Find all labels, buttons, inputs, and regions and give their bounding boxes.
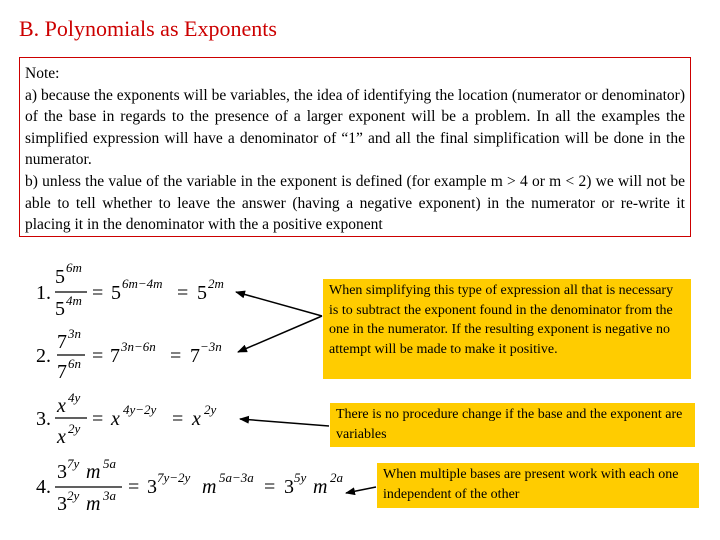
example-number: 2. xyxy=(36,345,51,367)
numerator-base-1: 3 xyxy=(57,461,67,483)
example-4 xyxy=(36,456,344,515)
step-exponent: 3n−6n xyxy=(121,339,156,354)
callout-multiple-bases: When multiple bases are present work with each one independent of the other xyxy=(377,463,699,508)
denominator-base-2: m xyxy=(86,493,101,515)
step-base: 5 xyxy=(111,282,121,304)
denominator-base: 7 xyxy=(57,361,67,383)
result-exponent: 2y xyxy=(204,402,217,417)
equals-sign: = xyxy=(264,476,276,498)
denominator-exponent: 6n xyxy=(68,356,81,371)
step-exponent-2: 5a−3a xyxy=(219,470,254,485)
result-base-1: 3 xyxy=(284,476,294,498)
step-base: x xyxy=(111,408,120,430)
numerator-base-2: m xyxy=(86,461,101,483)
result-exponent: −3n xyxy=(200,339,222,354)
numerator-exponent-1: 7y xyxy=(67,456,80,471)
result-base-2: m xyxy=(313,476,328,498)
equals-sign: = xyxy=(170,345,182,367)
result-base: x xyxy=(192,408,201,430)
denominator-base-1: 3 xyxy=(57,493,67,515)
step-exponent: 4y−2y xyxy=(123,402,157,417)
numerator-exponent: 3n xyxy=(68,326,81,341)
step-exponent: 6m−4m xyxy=(122,276,163,291)
page-title: B. Polynomials as Exponents xyxy=(19,16,277,41)
equals-sign: = xyxy=(177,282,189,304)
note-part-b: b) unless the value of the variable in the exponent is defined (for example m > 4 or m < 2) we will not be able to tell whether to leave the answer (having a negative exponent) in the numerator or re-write it placing it in the denominator with the a positive exponent xyxy=(25,172,685,234)
numerator-exponent-2: 5a xyxy=(103,456,116,471)
denominator-exponent: 2y xyxy=(68,421,81,436)
numerator-exponent: 6m xyxy=(66,260,82,275)
numerator-exponent: 4y xyxy=(68,390,81,405)
denominator-exponent-2: 3a xyxy=(103,488,116,503)
result-base: 5 xyxy=(197,282,207,304)
denominator-base: 5 xyxy=(55,298,65,320)
note-heading: Note: xyxy=(25,65,60,82)
arrow-to-example-3 xyxy=(240,419,329,426)
denominator-base: x xyxy=(57,426,66,448)
arrow-to-example-4 xyxy=(346,487,376,493)
equals-sign: = xyxy=(92,282,104,304)
example-3 xyxy=(36,390,217,448)
step-exponent-1: 7y−2y xyxy=(157,470,191,485)
step-base-2: m xyxy=(202,476,217,498)
equals-sign: = xyxy=(128,476,140,498)
equals-sign: = xyxy=(92,408,104,430)
result-exponent: 2m xyxy=(208,276,224,291)
equals-sign: = xyxy=(92,345,104,367)
numerator-base: 5 xyxy=(55,266,65,288)
callout-subtract-exponents: When simplifying this type of expression all that is necessary is to subtract the exponent found in the denominator from the one in the numerator. If the resulting exponent is negative no attempt will be made to make it positive. xyxy=(323,279,691,379)
denominator-exponent-1: 2y xyxy=(67,488,80,503)
example-number: 4. xyxy=(36,476,51,498)
denominator-exponent: 4m xyxy=(66,293,82,308)
callout-variable-bases: There is no procedure change if the base and the exponent are variables xyxy=(330,403,695,447)
result-exponent-1: 5y xyxy=(294,470,307,485)
note-part-a: a) because the exponents will be variables, the idea of identifying the location (numerator or denominator) of the base in regards to the presence of a larger exponent will be a problem. In all the examples the simplified expression will have a denominator of “1” and all the final simplification will be done in the numerator. xyxy=(25,86,685,169)
arrow-to-example-2 xyxy=(238,316,322,352)
example-2 xyxy=(36,326,222,383)
result-exponent-2: 2a xyxy=(330,470,343,485)
numerator-base: 7 xyxy=(57,331,67,353)
numerator-base: x xyxy=(57,395,66,417)
step-base-1: 3 xyxy=(147,476,157,498)
example-number: 3. xyxy=(36,408,51,430)
example-number: 1. xyxy=(36,282,51,304)
equals-sign: = xyxy=(172,408,184,430)
example-1 xyxy=(36,260,224,320)
step-base: 7 xyxy=(110,345,120,367)
result-base: 7 xyxy=(190,345,200,367)
arrow-to-example-1 xyxy=(236,292,322,316)
